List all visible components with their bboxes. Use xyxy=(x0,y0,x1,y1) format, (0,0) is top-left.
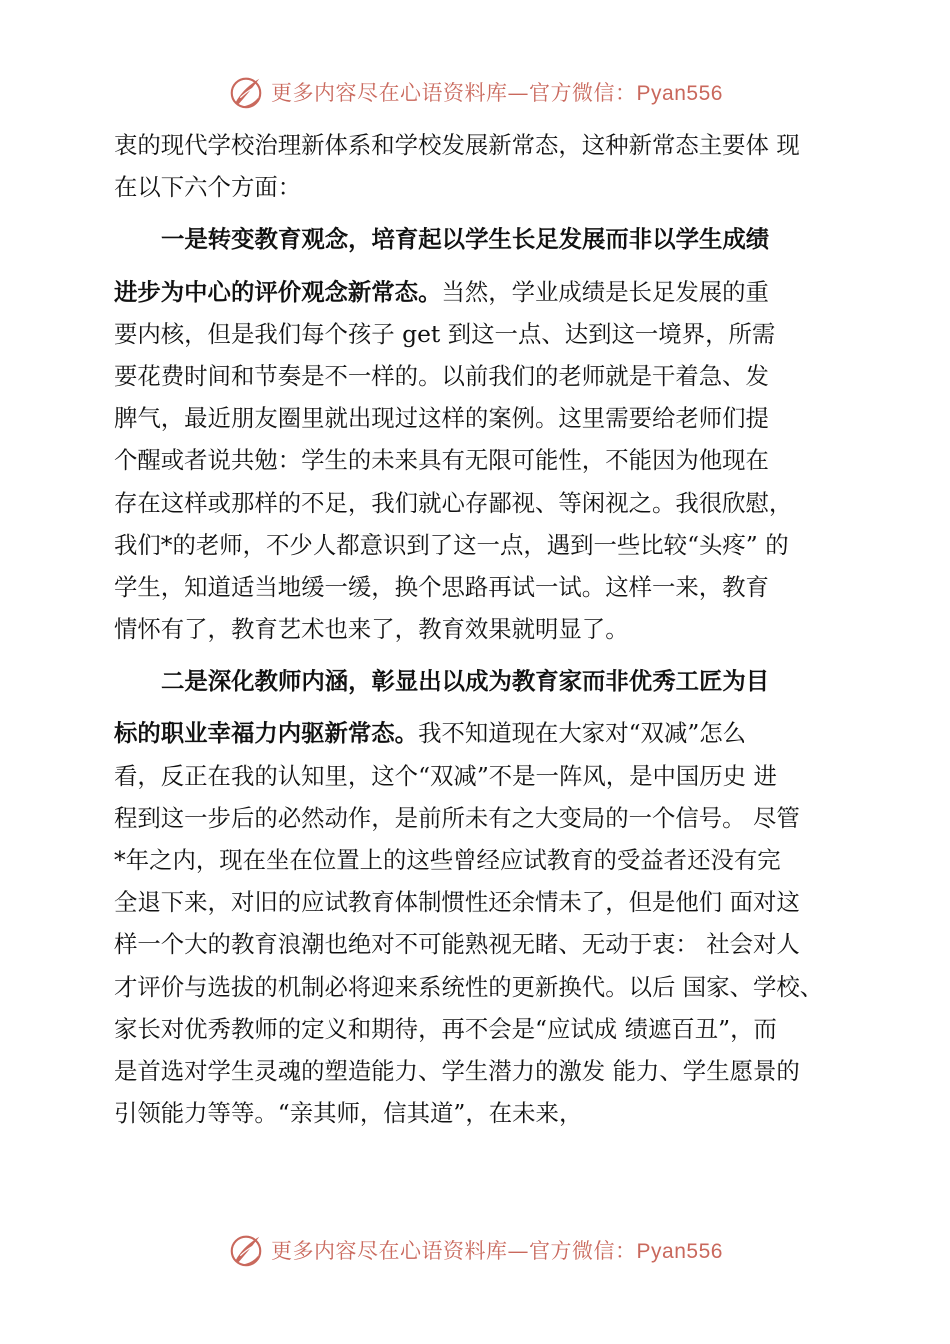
footer-watermark-banner xyxy=(0,1228,950,1272)
text-line: 衷的现代学校治理新体系和学校发展新常态，这种新常态主要体 现 xyxy=(114,131,800,159)
text-line: *年之内，现在坐在位置上的这些曾经应试教育的受益者还没有完 xyxy=(114,846,781,874)
section-heading-2: 二是深化教师内涵，彰显出以成为教育家而非优秀工匠为目 xyxy=(161,667,770,696)
flame-pen-logo-icon xyxy=(227,73,265,111)
text-line: 引领能力等等。“亲其师，信其道”，在未来， xyxy=(114,1099,583,1128)
section-heading-1-end: 进步为中心的评价观念新常态。 xyxy=(114,277,442,306)
text-line: 学生，知道适当地缓一缓，换个思路再试一试。这样一来，教育 xyxy=(114,572,769,601)
text-line: 脾气，最近朋友圈里就出现过这样的案例。这里需要给老师们提 xyxy=(114,404,769,433)
text-line: 存在这样或那样的不足，我们就心存鄙视、等闲视之。我很欣慰， xyxy=(114,488,793,517)
document-body xyxy=(114,124,842,1134)
text-line: 看，反正在我的认知里，这个“双减”不是一阵风，是中国历史 进 xyxy=(114,761,777,790)
text-line: 样一个大的教育浪潮也绝对不可能熟视无睹、无动于衷： 社会对人 xyxy=(114,930,800,959)
flame-pen-logo-icon xyxy=(227,1231,265,1269)
text-line: 要花费时间和节奏是不一样的。以前我们的老师就是干着急、发 xyxy=(114,361,769,390)
text-line: 家长对优秀教师的定义和期待，再不会是“应试成 绩遮百丑”，而 xyxy=(114,1014,777,1043)
text-line: 要内核，但是我们每个孩子 get 到这一点、达到这一境界，所需 xyxy=(114,319,776,348)
text-line: 才评价与选拔的机制必将迎来系统性的更新换代。以后 国家、学校、 xyxy=(114,972,824,1001)
header-watermark-banner xyxy=(0,70,950,114)
text-line: 在以下六个方面： xyxy=(114,173,302,202)
text-line: 是首选对学生灵魂的塑造能力、学生潜力的激发 能力、学生愿景的 xyxy=(114,1056,800,1085)
section-heading-2-end: 标的职业幸福力内驱新常态。 xyxy=(114,719,419,748)
watermark-text: 更多内容尽在心语资料库—官方微信：Pyan556 xyxy=(271,81,723,105)
text-line: 程到这一步后的必然动作，是前所未有之大变局的一个信号。 尽管 xyxy=(114,803,800,832)
section-heading-1: 一是转变教育观念，培育起以学生长足发展而非以学生成绩 xyxy=(161,225,770,254)
text-line: 个醒或者说共勉：学生的未来具有无限可能性，不能因为他现在 xyxy=(114,446,769,475)
text-line: 我们*的老师，不少人都意识到了这一点，遇到一些比较“头疼” 的 xyxy=(114,530,789,559)
watermark-text: 更多内容尽在心语资料库—官方微信：Pyan556 xyxy=(271,1239,723,1263)
text-line: 标的职业幸福力内驱新常态。我不知道现在大家对“双减”怎么 xyxy=(114,719,747,748)
text-line: 全退下来，对旧的应试教育体制惯性还余情未了，但是他们 面对这 xyxy=(114,888,800,917)
text-line: 情怀有了，教育艺术也来了，教育效果就明显了。 xyxy=(114,615,629,644)
text-line: 进步为中心的评价观念新常态。当然，学业成绩是长足发展的重 xyxy=(114,277,769,306)
